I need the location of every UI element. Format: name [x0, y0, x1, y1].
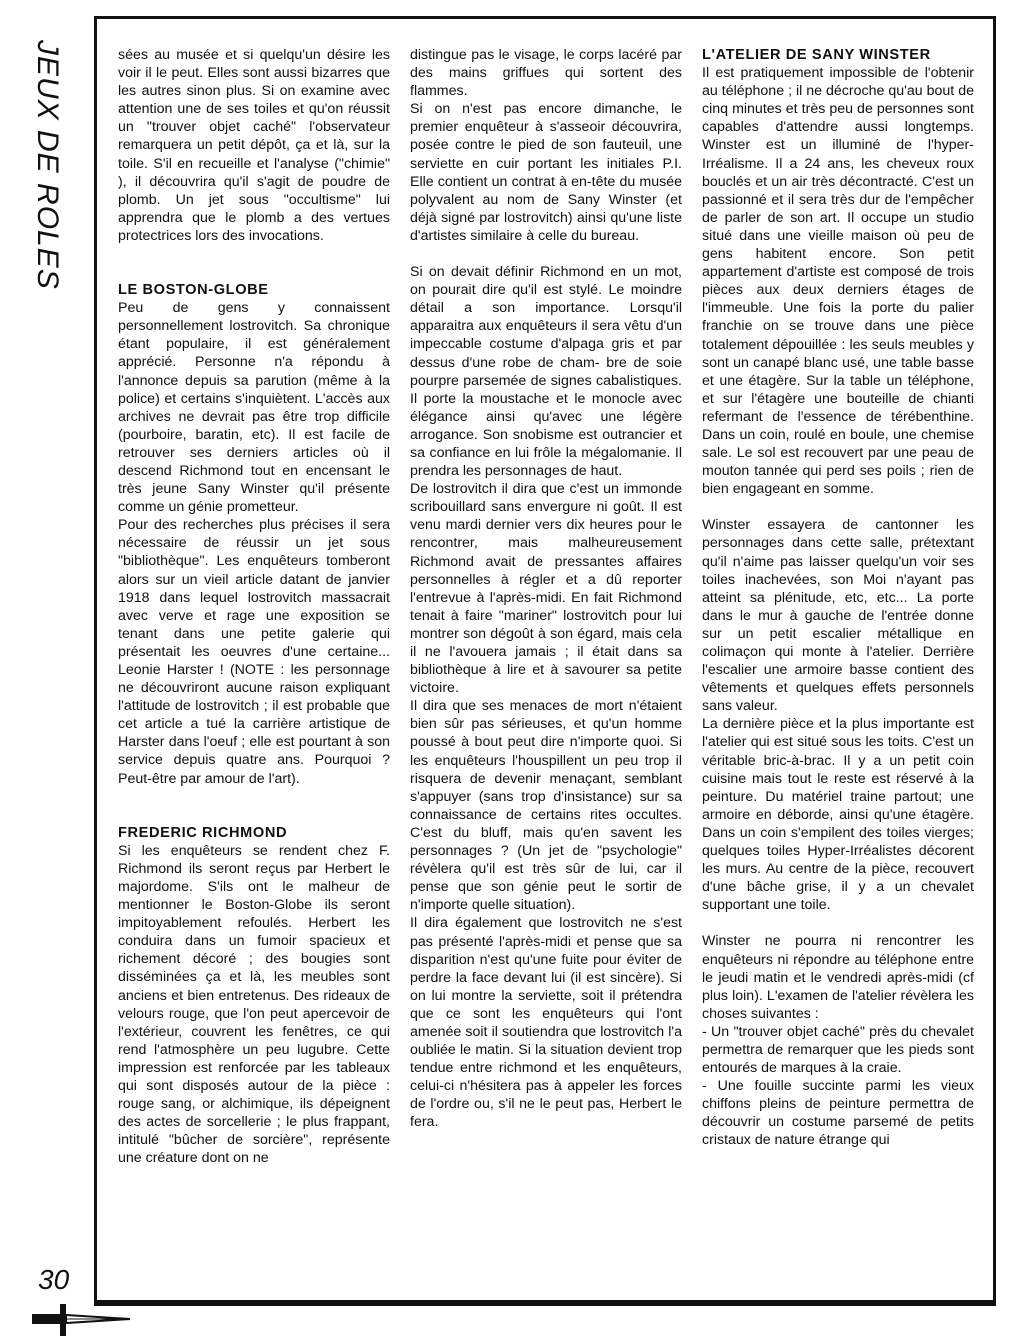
page-number: 30 [38, 1264, 70, 1295]
paragraph: - Une fouille succinte parmi les vieux chiffons pleins de peinture permettra de découvrir un costume parsemé de petits cristaux de nature étrange qui [702, 1078, 974, 1149]
heading-atelier: L'ATELIER DE SANY WINSTER [702, 47, 931, 63]
paragraph: Pour des recherches plus précises il sera nécessaire de réussir un jet sous "bibliothèque". Les enquêteurs tomberont alors sur un vieil article datant de janvier 1918 dans lequel lostrovitch massacrait avec verve et rage une exposition se tenant dans une petite galerie qui présentait les oeuvres d'une certaine... Leonie Harster ! (NOTE : les personnage ne découvriront aucune raison expliquant l'attitude de lostrovitch ; il est probable que cet article a tué la carrière artistique de Harster dans l'oeuf ; elle est pourtant à son service depuis quatre ans. Pourquoi ? Peut-être par amour de l'art). [118, 517, 390, 787]
column-3 [702, 46, 974, 1150]
paragraph: - Un "trouver objet caché" près du chevalet permettra de remarquer que les pieds sont entourés de marques à la craie. [702, 1023, 974, 1077]
paragraph: Winster essayera de cantonner les personnages dans cette salle, prétextant qu'il n'aime pas laisser quelqu'un voir ses toiles inachevées, son Moi n'ayant pas atteint sa plénitude, etc, etc... La porte dans le mur à gauche de l'entrée donne sur un petit escalier métallique en colimaçon qui monte à l'atelier. Derrière l'escalier une armoire basse contient des vêtements et quelques effets personnels sans valeur. [702, 517, 974, 715]
intro-paragraph: sées au musée et si quelqu'un désire les voir il le peut. Elles sont aussi bizarres que les autres sinon plus. Si on examine avec attention une de ses toiles et qu'on réussit un "trouver objet caché" l'observateur remarquera un petit dépôt, ça et là, sur la toile. S'il en recueille et l'analyse ("chimie" ), il découvrira qu'il s'agit de poudre de plomb. Un jet sous "occultisme" lui apprendra que le plomb a des vertues protectrices lors des invocations. [118, 47, 390, 244]
paragraph: Il est pratiquement impossible de l'obtenir au téléphone ; il ne décroche qu'au bout de cinq minutes et très peu de personnes sont capables d'attendre aussi longtemps. Winster est un illuminé de l'hyper-Irréalisme. Il a 24 ans, les cheveux roux bouclés et un air très décontracté. C'est un passionné et il sera très dur de l'empêcher de parler de son art. Il occupe un studio situé dans une vieille maison où peu de gens habitent encore. Son petit appartement d'artiste est composé de trois pièces aux deux derniers étages de l'immeuble. Une fois la porte du palier franchie on se trouve dans une pièce totalement dépouillée : les seuls meubles y sont un canapé blanc usé, une table basse et une étagère. Sur la table un téléphone, et sur l'étagère une bouteille de chianti refermant de l'essence de térébenthine. Dans un coin, roulé en boule, une chemise sale. Le sol est recouvert par une peau de mouton tannée qui perd ses poils ; rien de bien engageant en somme. [702, 65, 974, 498]
paragraph: Si les enquêteurs se rendent chez F. Richmond ils seront reçus par Herbert le majordome. S'ils ont le malheur de mentionner le Boston-Globe ils seront impitoyablement refoulés. Herbert les conduira dans un fumoir spacieux et richement décoré ; des bougies sont disséminées ça et là, les meubles sont anciens et bien entretenus. Des rideaux de velours rouge, que l'on peut apercevoir de l'extérieur, couvrent les fenêtres, ce qui rend l'atmosphère un peu lugubre. Cette impression est renforcée par les tableaux qui sont disposés autour de la pièce : rouge sang, or alchimique, ils dépeignent des actes de sorcellerie ; le plus frappant, intitulé "bûcher de sorcière", représente une créature dont on ne [118, 842, 390, 1167]
sword-logo-icon [30, 1302, 140, 1338]
paragraph: De lostrovitch il dira que c'est un immonde scribouillard sans envergure ni goût. Il est venu mardi dernier vers dix heures pour le rencontrer, mais malheureusement Richmond avait de pressantes affaires personnelles à régler et a dû reporter l'entrevue à l'après-midi. En fait Richmond tenait à faire "mariner" lostrovitch pour lui montrer son dégoût à son égard, mais cela il ne l'avouera jamais ; il était dans sa bibliothèque à lire et à savourer sa petite victoire. [410, 481, 682, 697]
paragraph: Il dira que ses menaces de mort n'étaient bien sûr pas sérieuses, et qu'un homme poussé à bout peut dire n'importe quoi. Si les enquêteurs l'houspillent un peu trop il risquera de devenir menaçant, semblant s'appuyer (sans trop d'insistance) sur sa connaissance de certains rites occultes. C'est du bluff, mais qu'en savent les personnages ? (Un jet de "psychologie" révèlera qu'il est très sûr de lui, car il pense que son génie peut le sortir de n'importe quelle situation). [410, 698, 682, 914]
paragraph: distingue pas le visage, le corps lacéré par des mains griffues qui sortent des flammes. [410, 47, 682, 100]
paragraph: Winster ne pourra ni rencontrer les enquêteurs ni répondre au téléphone entre le jeudi matin et le vendredi après-midi (cf plus loin). L'examen de l'atelier révèlera les choses suivantes : [702, 933, 974, 1022]
column-2 [410, 46, 682, 1132]
paragraph: La dernière pièce et la plus importante est l'atelier qui est situé sous les toits. C'est un véritable bric-à-brac. Il y a un petit coin cuisine mais tout le reste est réservé à la peinture. Du matériel traine partout; une armoire en déborde, ainsi qu'une étagère. Dans un coin s'empilent des toiles vierges; quelques toiles Hyper-Irréalistes décorent les murs. Au centre de la pièce, recouvert d'une bâche grise, il y a un chevalet supportant une toile. [702, 716, 974, 914]
section-title: JEUX DE ROLES [31, 40, 64, 290]
bottom-rule [94, 1300, 996, 1306]
heading-boston-globe: LE BOSTON-GLOBE [118, 282, 269, 299]
paragraph: Si on n'est pas encore dimanche, le premier enquêteur à s'asseoir découvrira, posée contre le pied de son fauteuil, une serviette en cuir portant les initiales P.I. Elle contient un contrat à en-tête du musée polyvalent au nom de Sany Winster (et déjà signé par lostrovitch) ainsi qu'une liste d'artistes similaire à celle du bureau. [410, 101, 682, 244]
paragraph: Il dira également que lostrovitch ne s'est pas présenté l'après-midi et pense que sa disparition n'est qu'une fuite pour éviter de perdre la face devant lui (il est sincère). Si on lui montre la serviette, soit il prétendra que ce sont les enquêteurs qui l'ont amenée soit il soutiendra que lostrovitch l'a oubliée le matin. Si la situation devient trop tendue entre richmond et les enquêteurs, celui-ci n'hésitera pas à appeler les forces de l'ordre ou, s'il ne le peut pas, Herbert le fera. [410, 915, 682, 1131]
paragraph: Si on devait définir Richmond en un mot, on pourait dire qu'il est stylé. Le moindre détail a son importance. Lorsqu'il apparaitra aux enquêteurs il sera vêtu d'un impeccable costume d'alpaga gris et par dessus d'une robe de cham- bre de soie pourpre parsemée de signes cabalistiques. Il porte la moustache et le monocle avec élégance ainsi qu'avec une légère arrogance. Son snobisme est outrancier et sa confiance en lui frôle la mégalomanie. Il prendra les personnages de haut. [410, 264, 682, 480]
paragraph: Peu de gens y connaissent personnellement lostrovitch. Sa chronique étant populaire, il est généralement apprécié. Personne n'a répondu à l'annonce depuis sa parution (même à la police) et certains s'inquiètent. L'accès aux archives ne devrait pas être trop difficile (pourboire, baratin, etc). Il est facile de retrouver ses derniers articles où il descend Richmond tout en encensant le très jeune Sany Winster qu'il présente comme un génie prometteur. [118, 300, 390, 516]
column-1 [118, 46, 390, 1167]
heading-frederic-richmond: FREDERIC RICHMOND [118, 824, 288, 841]
